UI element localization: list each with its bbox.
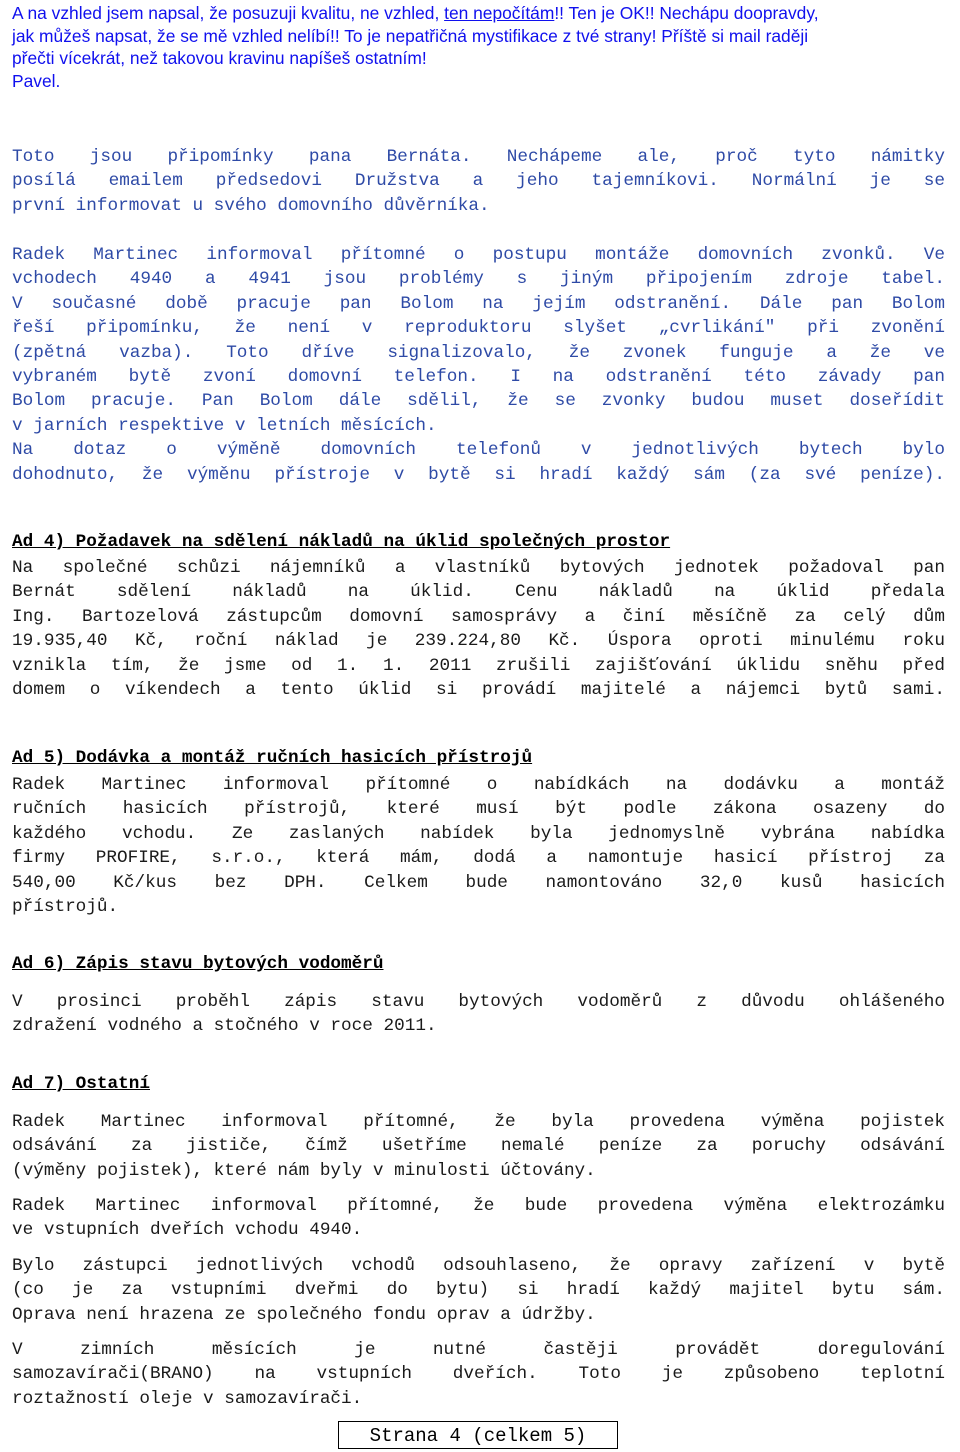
text-line: Bernát sdělení nákladů na úklid. Cenu nákladů na úklid předala xyxy=(12,582,945,603)
comment-link[interactable]: ten nepočítám xyxy=(444,3,555,23)
text-line: Toto jsou připomínky pana Bernáta. Nechápeme ale, proč tyto námitky xyxy=(12,147,945,167)
text-line: 19.935,40 Kč, roční náklad je 239.224,80 Kč. Úspora oproti minulému roku xyxy=(12,631,945,652)
text-line: vybraném bytě zvoní domovní telefon. I na odstranění této závady pan xyxy=(12,367,945,388)
text-line: Bolom pracuje. Pan Bolom dále sdělil, že se zvonky budou muset doseřídit xyxy=(12,391,945,412)
text-line: vchodech 4940 a 4941 jsou problémy s jiným připojením zdroje tabel. xyxy=(12,269,945,290)
comment-line: přečti vícekrát, než takovou kravinu napíšeš ostatním! xyxy=(12,48,427,68)
intro-paragraph xyxy=(12,145,945,218)
text-line: domem o víkendech a tento úklid si provádí majitelé a nájemci bytů sami. xyxy=(12,680,945,701)
text-line: (výměny pojistek), které nám byly v minulosti účtovány. xyxy=(12,1160,596,1181)
section-heading-ad5: Ad 5) Dodávka a montáž ručních hasicích přístrojů xyxy=(12,748,533,768)
section-heading-ad4: Ad 4) Požadavek na sdělení nákladů na úklid společných prostor xyxy=(12,532,671,552)
text-line: vznikla tím, že jsme od 1. 1. 2011 zrušili zajišťování úklidu sněhu před xyxy=(12,655,945,676)
section-body-ad6 xyxy=(12,990,945,1039)
text-line: první informovat u svého domovního důvěrníka. xyxy=(12,195,490,216)
doorbell-paragraph xyxy=(12,243,945,487)
text-line: Bylo zástupci jednotlivých vchodů odsouhlaseno, že opravy zařízení v bytě xyxy=(12,1256,945,1276)
section-body-ad7-p3 xyxy=(12,1254,945,1327)
section-heading-ad6: Ad 6) Zápis stavu bytových vodoměrů xyxy=(12,954,384,974)
section-body-ad7-p2 xyxy=(12,1194,945,1243)
text-line: řeší připomínku, že není v reproduktoru slyšet „cvrlikání" při zvonění xyxy=(12,318,945,339)
page-number-footer: Strana 4 (celkem 5) xyxy=(338,1421,618,1449)
text-line: Oprava není hrazena ze společného fondu oprav a údržby. xyxy=(12,1304,596,1325)
text-line: Radek Martinec informoval přítomné o nabídkách na dodávku a montáž xyxy=(12,775,945,795)
text-line: samozavírači(BRANO) na vstupních dveřích. Toto je způsobeno teplotní xyxy=(12,1364,945,1385)
text-line: odsávání za jističe, čímž ušetříme nemalé peníze za poruchy odsávání xyxy=(12,1136,945,1157)
text-line: V současné době pracuje pan Bolom na jejím odstranění. Dále pan Bolom xyxy=(12,293,945,314)
section-body-ad7-p4 xyxy=(12,1338,945,1411)
section-body-ad5 xyxy=(12,773,945,919)
comment-line: Pavel. xyxy=(12,70,61,91)
section-body-ad4 xyxy=(12,556,945,702)
text-line: dohodnuto, že výměnu přístroje v bytě si hradí každý sám (za své peníze). xyxy=(12,464,945,485)
text-line: firmy PROFIRE, s.r.o., která mám, dodá a namontuje hasicí přístroj za xyxy=(12,848,945,869)
comment-line xyxy=(12,2,942,25)
text-line: ručních hasicích přístrojů, které musí být podle zákona osazeny do xyxy=(12,799,945,820)
text-line: (co je za vstupními dveřmi do bytu) si hradí každý majitel bytu sám. xyxy=(12,1280,945,1301)
text-line: V prosinci proběhl zápis stavu bytových vodoměrů z důvodu ohlášeného xyxy=(12,992,945,1012)
text-line: přístrojů. xyxy=(12,897,119,918)
text-line: roztažností oleje v samozavírači. xyxy=(12,1388,363,1409)
text-line: Radek Martinec informoval přítomné, že bude provedena výměna elektrozámku xyxy=(12,1196,945,1216)
section-body-ad7-p1 xyxy=(12,1110,945,1183)
text-line: V zimních měsících je nutné častěji provádět doregulování xyxy=(12,1340,945,1360)
text-line: 540,00 Kč/kus bez DPH. Celkem bude namontováno 32,0 kusů hasicích xyxy=(12,872,945,893)
section-heading-ad7: Ad 7) Ostatní xyxy=(12,1074,150,1094)
text-line: (zpětná vazba). Toto dříve signalizovalo, že zvonek funguje a že ve xyxy=(12,342,945,363)
text-line: Na společné schůzi nájemníků a vlastníků bytových jednotek požadoval pan xyxy=(12,558,945,578)
text-line: každého vchodu. Ze zaslaných nabídek byla jednomyslně vybrána nabídka xyxy=(12,823,945,844)
comment-text: A na vzhled jsem napsal, že posuzuji kvalitu, ne vzhled, xyxy=(12,3,445,23)
text-line: Radek Martinec informoval přítomné, že byla provedena výměna pojistek xyxy=(12,1112,945,1132)
text-line: Ing. Bartozelová zástupcům domovní samosprávy a činí měsíčně za celý dům xyxy=(12,606,945,627)
text-line: ve vstupních dveřích vchodu 4940. xyxy=(12,1220,363,1241)
text-line: posílá emailem předsedovi Družstva a jeho tajemníkovi. Normální je se xyxy=(12,171,945,192)
editor-comment xyxy=(12,2,942,92)
comment-text: !! Ten je OK!! Nechápu doopravdy, xyxy=(554,3,819,23)
text-line: Na dotaz o výměně domovních telefonů v jednotlivých bytech bylo xyxy=(12,440,945,461)
comment-line: jak můžeš napsat, že se mě vzhled nelíbí!! To je nepatřičná mystifikace z tvé strany! Příště si mail raději xyxy=(12,25,809,46)
text-line: zdražení vodného a stočného v roce 2011. xyxy=(12,1016,437,1037)
text-line: v jarních respektive v letních měsících. xyxy=(12,415,437,436)
text-line: Radek Martinec informoval přítomné o postupu montáže domovních zvonků. Ve xyxy=(12,245,945,265)
